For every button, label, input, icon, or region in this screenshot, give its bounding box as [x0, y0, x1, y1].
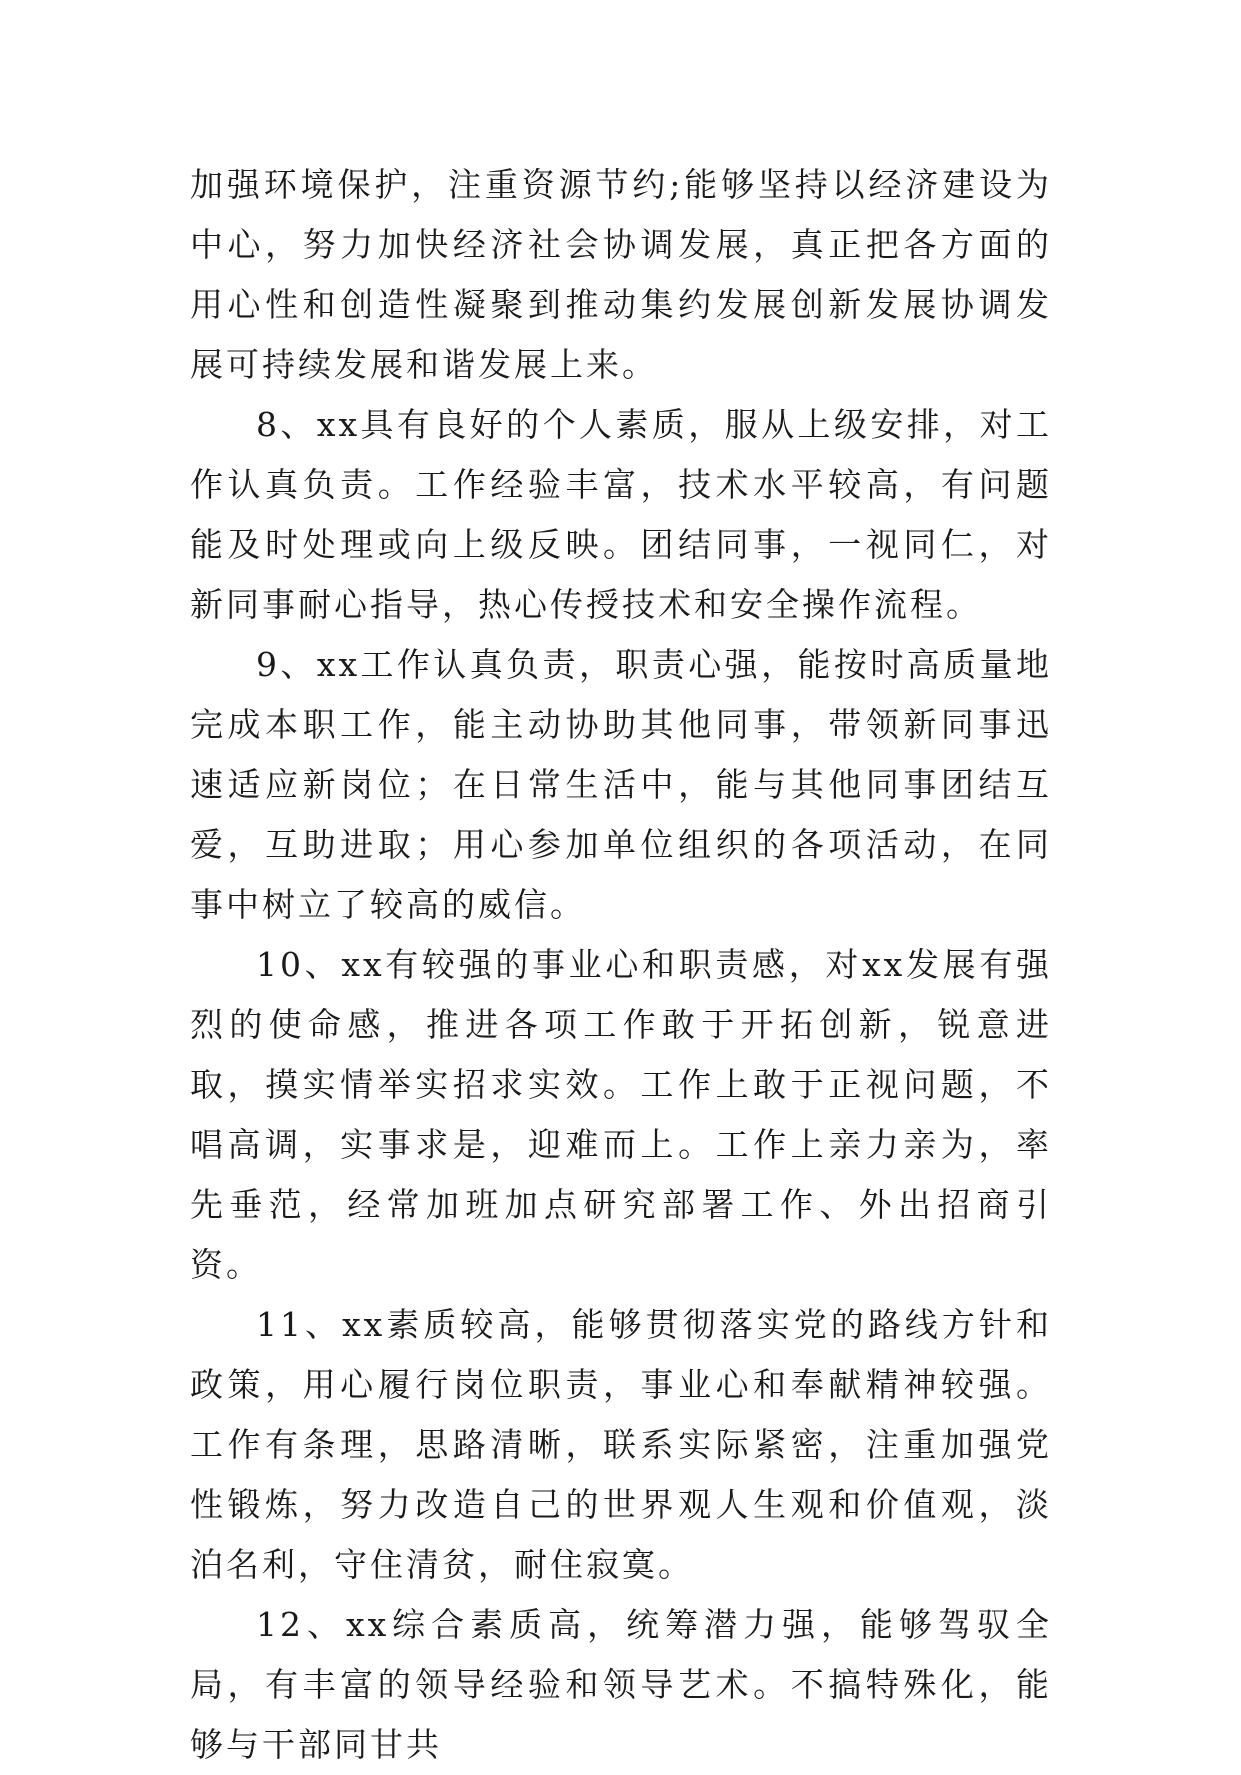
- paragraph-item-9: 9、xx工作认真负责，职责心强，能按时高质量地完成本职工作，能主动协助其他同事，带领新同事迅速适应新岗位；在日常生活中，能与其他同事团结互爱，互助进取；用心参加单位组织的各项活动，在同事中树立了较高的威信。: [190, 645, 1052, 924]
- document-body: [190, 155, 1052, 1775]
- paragraph-item-8: 8、xx具有良好的个人素质，服从上级安排，对工作认真负责。工作经验丰富，技术水平较高，有问题能及时处理或向上级反映。团结同事，一视同仁，对新同事耐心指导，热心传授技术和安全操作流程。: [190, 405, 1052, 624]
- paragraph-item-11: 11、xx素质较高，能够贯彻落实党的路线方针和政策，用心履行岗位职责，事业心和奉献精神较强。工作有条理，思路清晰，联系实际紧密，注重加强党性锻炼，努力改造自己的世界观人生观和价值观，淡泊名利，守住清贫，耐住寂寞。: [190, 1305, 1052, 1584]
- paragraph-item-10: 10、xx有较强的事业心和职责感，对xx发展有强烈的使命感，推进各项工作敢于开拓创新，锐意进取，摸实情举实招求实效。工作上敢于正视问题，不唱高调，实事求是，迎难而上。工作上亲力亲为，率先垂范，经常加班加点研究部署工作、外出招商引资。: [190, 945, 1052, 1284]
- paragraph-continuation: 加强环境保护，注重资源节约;能够坚持以经济建设为中心，努力加快经济社会协调发展，真正把各方面的用心性和创造性凝聚到推动集约发展创新发展协调发展可持续发展和谐发展上来。: [190, 165, 1052, 384]
- paragraph-item-12: 12、xx综合素质高，统筹潜力强，能够驾驭全局，有丰富的领导经验和领导艺术。不搞特殊化，能够与干部同甘共: [190, 1605, 1052, 1764]
